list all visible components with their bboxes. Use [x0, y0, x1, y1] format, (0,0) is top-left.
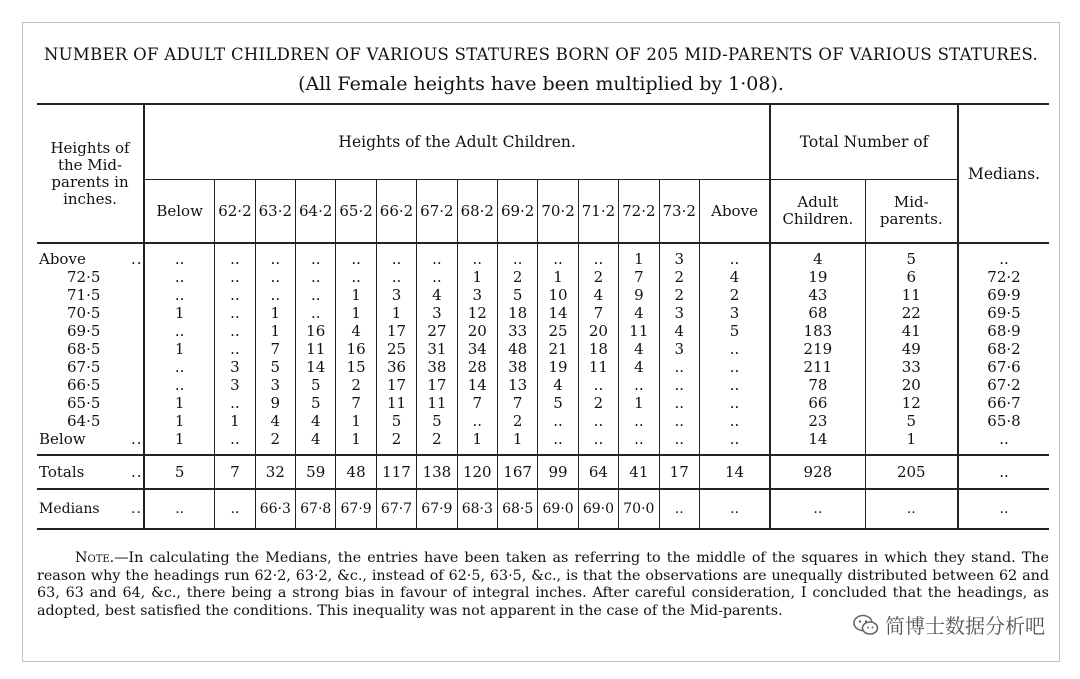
table-cell: 5 — [538, 394, 578, 412]
table-cell: .. — [215, 268, 255, 286]
table-cell: 4 — [699, 268, 770, 286]
table-cell: 20 — [457, 322, 497, 340]
mid-parents-total: 5 — [865, 243, 958, 268]
row-label-leader: .. — [131, 250, 143, 268]
table-cell: 9 — [619, 286, 659, 304]
total-number-header: Total Number of — [770, 104, 958, 180]
table-cell: 11 — [296, 340, 336, 358]
mid-parents-total: 1 — [865, 430, 958, 455]
table-cell: 4 — [578, 286, 618, 304]
adult-children-count-header: Adult Children. — [770, 180, 865, 244]
table-cell: 1 — [144, 340, 215, 358]
row-label — [37, 243, 144, 268]
table-cell: 25 — [376, 340, 416, 358]
row-label-text: 67·5 — [67, 358, 101, 376]
table-cell: 3 — [457, 286, 497, 304]
table-subtitle: (All Female heights have been multiplied by 1·08). — [298, 73, 784, 95]
table-cell: .. — [144, 322, 215, 340]
table-cell: 67·9 — [417, 489, 457, 529]
col-header: Above — [699, 180, 770, 244]
table-row — [37, 376, 1049, 394]
table-cell: 68·3 — [457, 489, 497, 529]
table-row — [37, 430, 1049, 455]
table-cell: .. — [497, 243, 537, 268]
table-cell: 12 — [457, 304, 497, 322]
table-cell: 19 — [538, 358, 578, 376]
table-cell: 1 — [255, 322, 295, 340]
table-cell: .. — [215, 322, 255, 340]
table-cell: 7 — [255, 340, 295, 358]
row-label — [37, 394, 144, 412]
table-cell: 38 — [417, 358, 457, 376]
table-cell: 11 — [417, 394, 457, 412]
col-header: Below — [144, 180, 215, 244]
table-cell: 7 — [215, 455, 255, 489]
table-cell: .. — [659, 430, 699, 455]
table-row — [37, 340, 1049, 358]
row-label-text: Medians — [39, 501, 100, 517]
table-cell: 1 — [144, 412, 215, 430]
table-cell: 18 — [578, 340, 618, 358]
table-cell: 48 — [497, 340, 537, 358]
table-cell: 167 — [497, 455, 537, 489]
table-cell: 1 — [144, 430, 215, 455]
adult-children-total: 66 — [770, 394, 865, 412]
row-label-text: 69·5 — [67, 322, 101, 340]
table-cell: .. — [659, 376, 699, 394]
table-cell: 5 — [296, 376, 336, 394]
col-header: 68·2 — [457, 180, 497, 244]
table-cell: .. — [255, 268, 295, 286]
table-cell: .. — [296, 268, 336, 286]
table-cell: .. — [659, 412, 699, 430]
table-cell: 4 — [619, 358, 659, 376]
table-cell: .. — [144, 268, 215, 286]
table-cell: 17 — [417, 376, 457, 394]
row-label — [37, 286, 144, 304]
table-cell: 3 — [659, 304, 699, 322]
table-cell: .. — [699, 243, 770, 268]
table-cell: 31 — [417, 340, 457, 358]
table-cell: .. — [578, 376, 618, 394]
table-cell: 3 — [417, 304, 457, 322]
table-cell: 3 — [376, 286, 416, 304]
adult-children-total: 14 — [770, 430, 865, 455]
medians-header: Medians. — [958, 104, 1049, 243]
table-cell: 28 — [457, 358, 497, 376]
table-cell: 69·0 — [538, 489, 578, 529]
col-header: 72·2 — [619, 180, 659, 244]
table-cell: 4 — [538, 376, 578, 394]
table-cell: .. — [144, 358, 215, 376]
table-cell: .. — [336, 268, 376, 286]
table-cell: 66·3 — [255, 489, 295, 529]
col-header: 71·2 — [578, 180, 618, 244]
table-cell: 18 — [497, 304, 537, 322]
table-row — [37, 412, 1049, 430]
adult-children-total: 211 — [770, 358, 865, 376]
mid-parents-total: 33 — [865, 358, 958, 376]
table-cell: 1 — [497, 430, 537, 455]
col-header: 64·2 — [296, 180, 336, 244]
row-label-leader: .. — [131, 463, 143, 481]
table-cell: .. — [619, 376, 659, 394]
col-header: 67·2 — [417, 180, 457, 244]
table-cell: .. — [659, 358, 699, 376]
table-cell: 1 — [336, 430, 376, 455]
table-cell: .. — [215, 394, 255, 412]
table-cell: 3 — [215, 358, 255, 376]
table-cell: .. — [538, 412, 578, 430]
table-cell: .. — [144, 243, 215, 268]
table-cell: 4 — [255, 412, 295, 430]
row-label-text: 64·5 — [67, 412, 101, 430]
row-label — [37, 268, 144, 286]
table-cell: 1 — [619, 243, 659, 268]
mid-parents-total: 11 — [865, 286, 958, 304]
table-cell: 70·0 — [619, 489, 659, 529]
table-cell: 2 — [659, 268, 699, 286]
median-cell: .. — [958, 455, 1049, 489]
table-cell: 1 — [144, 394, 215, 412]
table-cell: 5 — [255, 358, 295, 376]
row-label-text: Above — [39, 250, 86, 268]
row-label-leader: .. — [131, 430, 143, 448]
table-cell: 33 — [497, 322, 537, 340]
table-cell: 2 — [376, 430, 416, 455]
table-cell: 27 — [417, 322, 457, 340]
watermark — [853, 610, 1045, 639]
table-cell: 2 — [578, 268, 618, 286]
mid-parents-count-header: Mid-parents. — [865, 180, 958, 244]
document-page — [22, 22, 1060, 662]
mid-parents-total: 20 — [865, 376, 958, 394]
table-cell: .. — [699, 340, 770, 358]
table-cell: 7 — [497, 394, 537, 412]
table-cell: 64 — [578, 455, 618, 489]
mid-parents-total: 205 — [865, 455, 958, 489]
table-cell: 48 — [336, 455, 376, 489]
mid-parents-total: 49 — [865, 340, 958, 358]
table-cell: 69·0 — [578, 489, 618, 529]
table-cell: 67·9 — [336, 489, 376, 529]
table-cell: 5 — [497, 286, 537, 304]
table-cell: 4 — [619, 304, 659, 322]
table-row — [37, 455, 1049, 489]
median-cell: 66·7 — [958, 394, 1049, 412]
table-cell: 17 — [376, 376, 416, 394]
table-cell: .. — [215, 243, 255, 268]
table-cell: .. — [215, 286, 255, 304]
adult-children-total: 928 — [770, 455, 865, 489]
table-cell: .. — [699, 394, 770, 412]
table-cell: 2 — [497, 268, 537, 286]
table-cell: .. — [699, 430, 770, 455]
table-cell: .. — [215, 340, 255, 358]
table-cell: 17 — [659, 455, 699, 489]
table-cell: .. — [144, 286, 215, 304]
table-cell: 3 — [659, 340, 699, 358]
table-cell: 20 — [578, 322, 618, 340]
table-cell: 4 — [619, 340, 659, 358]
row-label-text: 66·5 — [67, 376, 101, 394]
table-cell: 117 — [376, 455, 416, 489]
table-cell: 1 — [255, 304, 295, 322]
row-label — [37, 358, 144, 376]
table-cell: 34 — [457, 340, 497, 358]
adult-children-total: 19 — [770, 268, 865, 286]
row-label-leader: .. — [131, 501, 142, 517]
adult-children-total: 23 — [770, 412, 865, 430]
table-cell: 4 — [296, 430, 336, 455]
table-cell: 1 — [457, 430, 497, 455]
col-header: 69·2 — [497, 180, 537, 244]
table-cell: 7 — [457, 394, 497, 412]
table-cell: 5 — [376, 412, 416, 430]
table-cell: .. — [296, 304, 336, 322]
col-header: 73·2 — [659, 180, 699, 244]
table-row — [37, 243, 1049, 268]
table-cell: 4 — [659, 322, 699, 340]
table-cell: 2 — [578, 394, 618, 412]
adult-children-total: 219 — [770, 340, 865, 358]
table-row — [37, 322, 1049, 340]
table-row — [37, 358, 1049, 376]
table-cell: .. — [215, 489, 255, 529]
row-label — [37, 376, 144, 394]
col-header: 62·2 — [215, 180, 255, 244]
table-cell: .. — [144, 376, 215, 394]
table-cell: 138 — [417, 455, 457, 489]
table-cell: 11 — [578, 358, 618, 376]
adult-children-total: 78 — [770, 376, 865, 394]
table-cell: 41 — [619, 455, 659, 489]
table-cell: 3 — [659, 243, 699, 268]
mid-parents-total: 5 — [865, 412, 958, 430]
table-cell: .. — [215, 430, 255, 455]
median-cell: 67·2 — [958, 376, 1049, 394]
median-cell: 69·5 — [958, 304, 1049, 322]
table-cell: 2 — [699, 286, 770, 304]
row-label — [37, 430, 144, 455]
table-cell: 4 — [336, 322, 376, 340]
table-cell: 14 — [699, 455, 770, 489]
table-cell: .. — [619, 430, 659, 455]
median-cell: .. — [958, 430, 1049, 455]
note-text: —In calculating the Medians, the entries have been taken as referring to the middle of the squares in which they stand. The reason why the headings run 62·2, 63·2, &c., instead of 62·5, 63·5, &c., is that the observations are unequally distributed between 62 and 63, 63 and 64, &c., there being a strong bias in favour of integral inches. After careful consideration, I concluded that the headings, as adopted, best satisfied the conditions. This inequality was not apparent in the case of the Mid-parents. — [37, 550, 1049, 619]
table-cell: 16 — [336, 340, 376, 358]
table-row — [37, 304, 1049, 322]
table-cell: .. — [578, 412, 618, 430]
row-label — [37, 322, 144, 340]
table-cell: 1 — [336, 412, 376, 430]
table-cell: 15 — [336, 358, 376, 376]
table-cell: 99 — [538, 455, 578, 489]
row-label — [37, 304, 144, 322]
table-cell: 68·5 — [497, 489, 537, 529]
row-label — [37, 340, 144, 358]
table-cell: 7 — [336, 394, 376, 412]
row-label-text: 65·5 — [67, 394, 101, 412]
table-cell: 25 — [538, 322, 578, 340]
row-label-text: 70·5 — [67, 304, 101, 322]
adult-children-total: 43 — [770, 286, 865, 304]
table-cell: 5 — [699, 322, 770, 340]
table-cell: 2 — [336, 376, 376, 394]
table-cell: 3 — [255, 376, 295, 394]
table-cell: .. — [296, 286, 336, 304]
table-cell: 1 — [144, 304, 215, 322]
table-cell: .. — [255, 243, 295, 268]
table-cell: .. — [619, 412, 659, 430]
mid-parents-total: 6 — [865, 268, 958, 286]
table-cell: 14 — [457, 376, 497, 394]
table-cell: 67·8 — [296, 489, 336, 529]
table-cell: .. — [336, 243, 376, 268]
col-header: 70·2 — [538, 180, 578, 244]
table-cell: 4 — [296, 412, 336, 430]
col-header: 65·2 — [336, 180, 376, 244]
table-cell: 11 — [376, 394, 416, 412]
table-cell: .. — [578, 430, 618, 455]
table-cell: 4 — [417, 286, 457, 304]
table-cell: 7 — [578, 304, 618, 322]
galton-table — [37, 103, 1049, 530]
table-cell: 2 — [417, 430, 457, 455]
table-cell: .. — [376, 268, 416, 286]
table-cell: 14 — [538, 304, 578, 322]
table-cell: .. — [699, 376, 770, 394]
table-cell: 2 — [659, 286, 699, 304]
table-cell: .. — [457, 412, 497, 430]
table-cell: 2 — [255, 430, 295, 455]
row-label-text: Below — [39, 430, 86, 448]
table-row — [37, 268, 1049, 286]
table-cell: .. — [215, 304, 255, 322]
table-cell: .. — [255, 286, 295, 304]
table-cell: .. — [417, 268, 457, 286]
wechat-icon — [853, 614, 879, 636]
median-cell: 67·6 — [958, 358, 1049, 376]
table-cell: .. — [538, 243, 578, 268]
row-label-text: 72·5 — [67, 268, 101, 286]
adult-children-total: 183 — [770, 322, 865, 340]
table-cell: 59 — [296, 455, 336, 489]
row-label-text: 68·5 — [67, 340, 101, 358]
median-cell: 65·8 — [958, 412, 1049, 430]
table-cell: 5 — [144, 455, 215, 489]
mid-parents-total: 12 — [865, 394, 958, 412]
row-label — [37, 489, 144, 529]
median-cell: 72·2 — [958, 268, 1049, 286]
table-cell: 1 — [376, 304, 416, 322]
table-cell: 16 — [296, 322, 336, 340]
table-cell: 2 — [497, 412, 537, 430]
table-cell: .. — [457, 243, 497, 268]
mid-parents-total: 22 — [865, 304, 958, 322]
table-cell: 1 — [619, 394, 659, 412]
adult-children-total: 68 — [770, 304, 865, 322]
table-cell: 9 — [255, 394, 295, 412]
mid-parent-heights-header: Heights of the Mid-parents in inches. — [37, 104, 144, 243]
row-label-text: 71·5 — [67, 286, 101, 304]
table-cell: 14 — [296, 358, 336, 376]
table-cell: .. — [376, 243, 416, 268]
table-cell: 1 — [457, 268, 497, 286]
table-cell: 11 — [619, 322, 659, 340]
row-label-text: Totals — [39, 463, 85, 481]
mid-parents-total: .. — [865, 489, 958, 529]
table-cell: 10 — [538, 286, 578, 304]
col-header: 63·2 — [255, 180, 295, 244]
table-cell: 3 — [215, 376, 255, 394]
table-cell: 5 — [417, 412, 457, 430]
table-row — [37, 286, 1049, 304]
mid-parents-total: 41 — [865, 322, 958, 340]
table-cell: 1 — [538, 268, 578, 286]
table-cell: .. — [538, 430, 578, 455]
table-cell: .. — [417, 243, 457, 268]
table-cell: 3 — [699, 304, 770, 322]
table-cell: .. — [699, 489, 770, 529]
note-lead: Note. — [75, 550, 115, 566]
median-cell: .. — [958, 243, 1049, 268]
median-cell: 68·2 — [958, 340, 1049, 358]
median-cell: 69·9 — [958, 286, 1049, 304]
table-cell: .. — [659, 489, 699, 529]
median-cell: 68·9 — [958, 322, 1049, 340]
col-header: 66·2 — [376, 180, 416, 244]
table-cell: .. — [144, 489, 215, 529]
row-label — [37, 412, 144, 430]
table-cell: 36 — [376, 358, 416, 376]
table-cell: 7 — [619, 268, 659, 286]
table-cell: 1 — [336, 304, 376, 322]
table-row — [37, 489, 1049, 529]
row-label — [37, 455, 144, 489]
table-cell: 5 — [296, 394, 336, 412]
table-cell: 67·7 — [376, 489, 416, 529]
table-cell: .. — [296, 243, 336, 268]
adult-children-heights-header: Heights of the Adult Children. — [144, 104, 770, 180]
median-cell: .. — [958, 489, 1049, 529]
table-cell: .. — [659, 394, 699, 412]
table-row — [37, 394, 1049, 412]
table-cell: 32 — [255, 455, 295, 489]
table-cell: 38 — [497, 358, 537, 376]
table-cell: .. — [699, 358, 770, 376]
table-cell: .. — [699, 412, 770, 430]
table-cell: 1 — [215, 412, 255, 430]
table-cell: .. — [578, 243, 618, 268]
adult-children-total: 4 — [770, 243, 865, 268]
adult-children-total: .. — [770, 489, 865, 529]
table-cell: 1 — [336, 286, 376, 304]
table-title: NUMBER OF ADULT CHILDREN OF VARIOUS STATURES BORN OF 205 MID-PARENTS OF VARIOUS STATURES. — [43, 45, 1039, 64]
watermark-text: 简博士数据分析吧 — [885, 614, 1045, 638]
table-cell: 13 — [497, 376, 537, 394]
table-cell: 17 — [376, 322, 416, 340]
table-cell: 120 — [457, 455, 497, 489]
table-cell: 21 — [538, 340, 578, 358]
